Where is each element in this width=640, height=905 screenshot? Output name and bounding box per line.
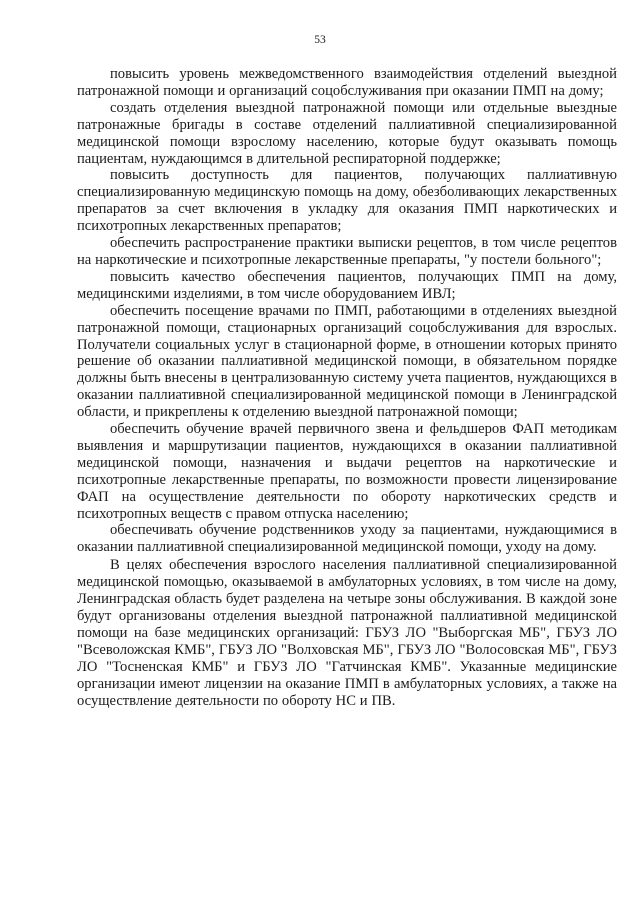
list-item-bedside-prescriptions: обеспечить распространение практики выписки рецептов, в том числе рецептов на наркотические и психотропные лекарственные препараты, "у постели больного"; xyxy=(77,235,617,268)
list-item-social-service-visits: обеспечить посещение врачами по ПМП, работающими в отделениях выездной патронажной помощи, стационарных организаций соцобслуживания для взрослых. Получатели социальных услуг в стационарной форме, в отношении которых принято решение об оказании паллиативной медицинской помощи, в обязательном порядке должны быть внесены в централизованную систему учета пациентов, нуждающихся в оказании паллиативной специализированной медицинской помощи в Ленинградской области, и прикреплены к отделению выездной патронажной помощи; xyxy=(77,302,617,421)
list-item-relatives-training: обеспечивать обучение родственников уходу за пациентами, нуждающимися в оказании паллиативной специализированной медицинской помощи, уходу на дому. xyxy=(77,522,617,556)
list-item-interagency-cooperation: повысить уровень межведомственного взаимодействия отделений выездной патронажной помощи и организаций соцобслуживания при оказании ПМП на дому; xyxy=(77,66,617,99)
closing-paragraph-service-zones: В целях обеспечения взрослого населения паллиативной специализированной медицинской помощью, оказываемой в амбулаторных условиях, в том числе на дому, Ленинградская область будет разделена на четыре зоны обслуживания. В каждой зоне будут организованы отделения выездной патронажной паллиативной медицинской помощи на базе медицинских организаций: ГБУЗ ЛО "Выборгская МБ", ГБУЗ ЛО "Всеволожская КМБ", ГБУЗ ЛО "Волховская МБ", ГБУЗ ЛО "Волосовская МБ", ГБУЗ ЛО "Тосненская КМБ" и ГБУЗ ЛО "Гатчинская КМБ". Указанные медицинские организации имеют лицензии на оказание ПМП в амбулаторных условиях, а также на осуществление деятельности по обороту НС и ПВ. xyxy=(77,557,617,709)
list-item-primary-care-training: обеспечить обучение врачей первичного звена и фельдшеров ФАП методикам выявления и маршрутизации пациентов, нуждающихся в оказании паллиативной медицинской помощи, назначения и выдачи рецептов на наркотические и психотропные лекарственные препараты, по возможности провести лицензирование ФАП на осуществление деятельности по обороту наркотических средств и психотропных веществ с правом отпуска населению; xyxy=(77,421,617,522)
list-item-medical-devices: повысить качество обеспечения пациентов, получающих ПМП на дому, медицинскими изделиями, в том числе оборудованием ИВЛ; xyxy=(77,268,617,302)
page-number: 53 xyxy=(314,34,326,46)
list-item-analgesic-availability: повысить доступность для пациентов, получающих паллиативную специализированную медицинскую помощь на дому, обезболивающих лекарственных препаратов за счет включения в укладку для оказания ПМП наркотических и психотропных лекарственных препаратов; xyxy=(77,167,617,235)
list-item-respiratory-support-teams: создать отделения выездной патронажной помощи или отдельные выездные патронажные бригады в составе отделений паллиативной специализированной медицинской помощи взрослому населению, которые будут оказывать помощь пациентам, нуждающимся в длительной респираторной поддержке; xyxy=(77,99,617,167)
document-body xyxy=(77,66,617,709)
